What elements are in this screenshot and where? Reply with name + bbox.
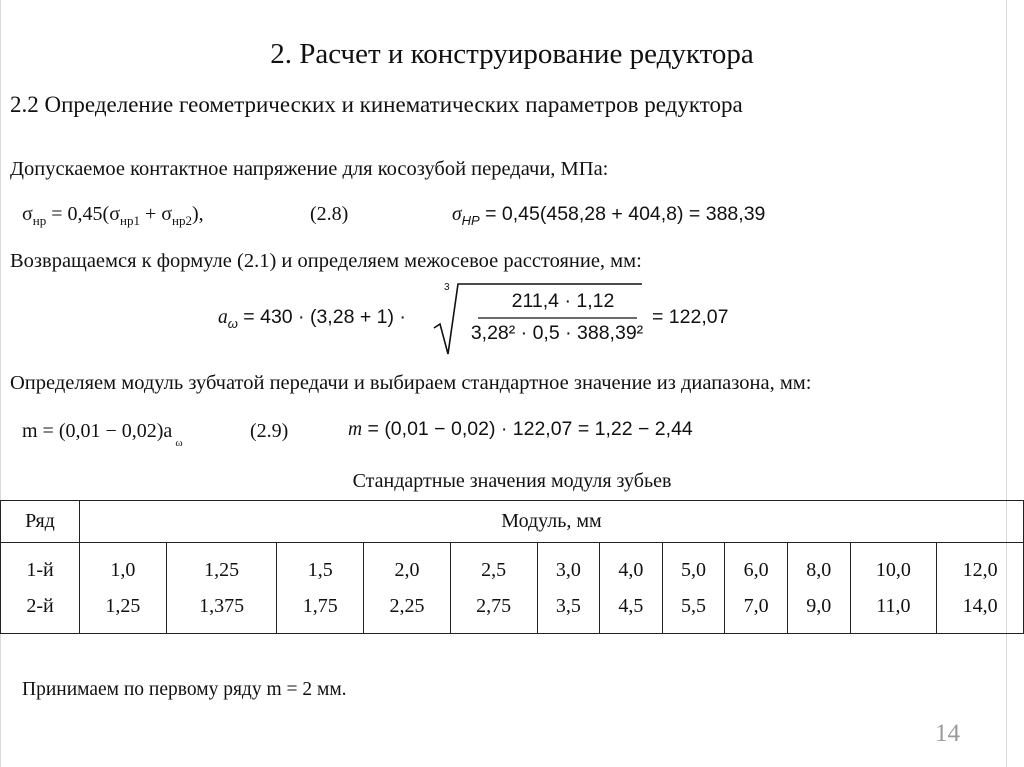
table-caption: Стандартные значения модуля зубьев: [352, 470, 672, 492]
table-row: [1, 543, 1024, 634]
calc-center-distance-result: = 122,07: [652, 306, 729, 328]
conclusion-text: Принимаем по первому ряду m = 2 мм.: [22, 679, 347, 700]
module-cell: 10,0 11,0: [850, 543, 937, 634]
module-cell: 2,5 2,75: [450, 543, 537, 634]
table-header-module: Модуль, мм: [80, 501, 1024, 543]
module-cell: 12,0 14,0: [937, 543, 1024, 634]
calc-numerator: 211,4 · 1,12: [511, 290, 615, 312]
row-label-1: 1-й: [26, 559, 54, 581]
formula-ref-2-9: (2.9): [250, 420, 289, 442]
module-cell: 8,0 9,0: [787, 543, 850, 634]
formula-2-8: $\sigma_{нр} = 0,45(\sigma_{нр1} + \sigma_{нр2})$,: [22, 203, 204, 228]
module-cell: 2,0 2,25: [364, 543, 451, 634]
slide-title: 2. Расчет и конструирование редуктора: [270, 38, 754, 70]
row-labels-cell: [1, 543, 80, 634]
module-cell: 5,0 5,5: [662, 543, 725, 634]
page-number: 14: [935, 720, 960, 747]
calc-allowable-stress: $\sigma_{HP} = 0,45(458,28 + 404,8) = 388,39$: [452, 203, 766, 228]
calc-center-distance-lhs: $a_\omega = 430 \cdot (3,28 + 1)$ ·: [218, 306, 406, 331]
slide-border-left: [0, 0, 1, 767]
calc-denominator: 3,28² · 0,5 · 388,39²: [470, 322, 644, 344]
module-cell: 1,0 1,25: [80, 543, 167, 634]
formula-ref-2-8: (2.8): [310, 203, 349, 225]
slide-border-right: [1006, 0, 1007, 767]
module-cell: 1,5 1,75: [277, 543, 364, 634]
calc-module-range: m = (0,01 − 0,02) · 122,07 = 1,22 − 2,44: [348, 418, 693, 440]
paragraph-center-distance: Возвращаемся к формуле (2.1) и определяем межосевое расстояние, мм:: [10, 250, 642, 272]
section-heading: 2.2 Определение геометрических и кинематических параметров редуктора: [10, 92, 743, 117]
module-cell: 1,25 1,375: [166, 543, 277, 634]
table-header-row: Ряд: [1, 501, 80, 543]
paragraph-contact-stress: Допускаемое контактное напряжение для косозубой передачи, МПа:: [10, 158, 609, 180]
module-cell: 4,0 4,5: [600, 543, 663, 634]
row-label-2: 2-й: [26, 595, 54, 617]
module-table: [0, 500, 1024, 634]
formula-2-9: $m = (0,01 - 0,02)a_\omega$: [22, 420, 183, 449]
module-cell: 3,0 3,5: [537, 543, 600, 634]
root-index: 3: [444, 282, 450, 293]
paragraph-module: Определяем модуль зубчатой передачи и выбираем стандартное значение из диапазона, мм:: [10, 372, 812, 394]
module-cell: 6,0 7,0: [725, 543, 788, 634]
